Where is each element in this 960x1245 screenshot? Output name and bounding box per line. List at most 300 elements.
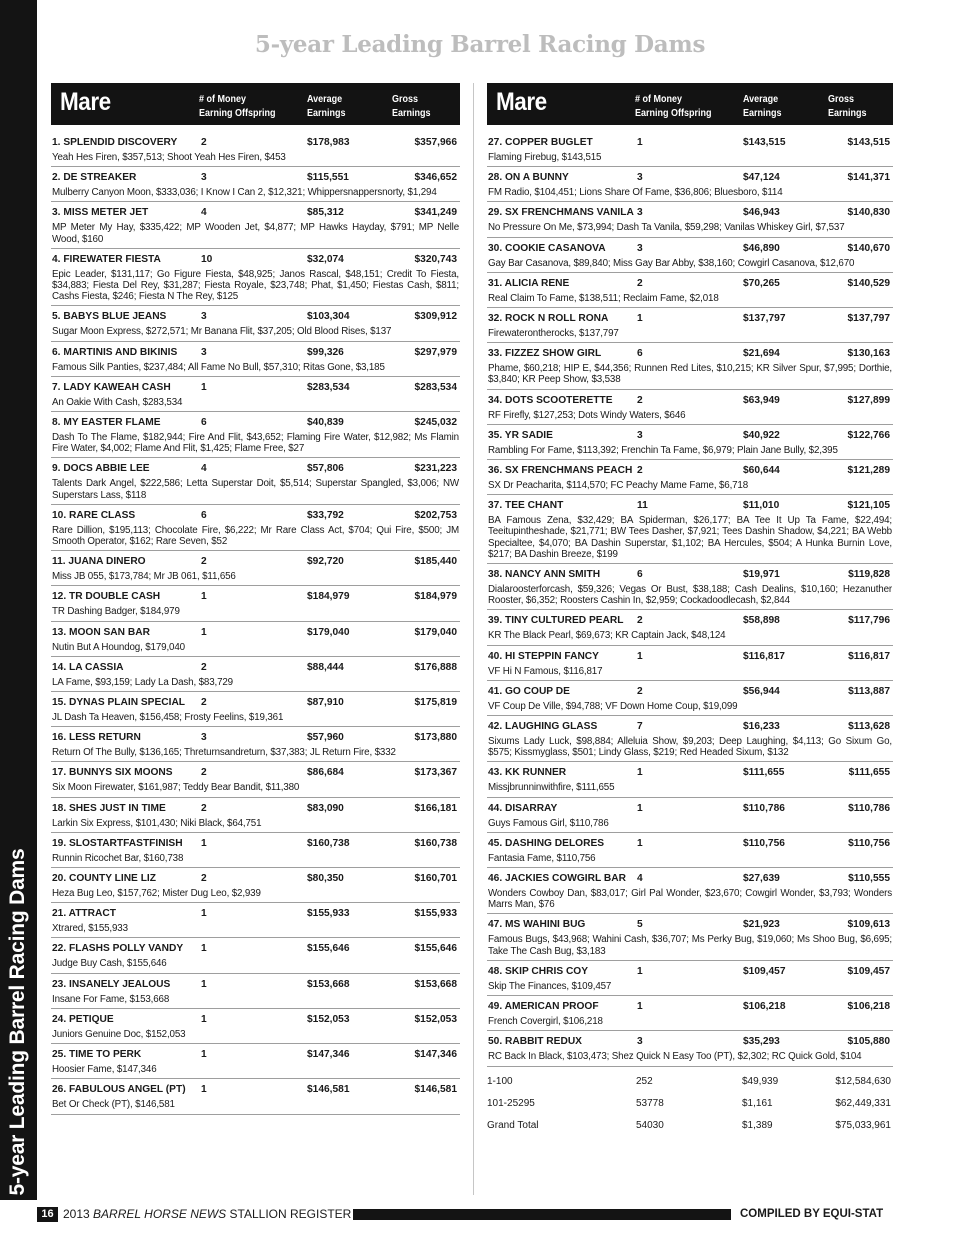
dam-name: 33. FIZZEZ SHOW GIRL xyxy=(488,348,602,360)
offspring-list: Talents Dark Angel, $222,586; Letta Superstar Doit, $5,514; Superstar Spangled, $3,006; NW Superstars Lass, $118 xyxy=(52,478,459,501)
dam-name: 15. DYNAS PLAIN SPECIAL xyxy=(52,697,186,709)
dam-entry xyxy=(487,966,893,996)
dam-row xyxy=(488,465,892,479)
dam-row xyxy=(488,278,892,292)
offspring-list: Heza Bug Leo, $157,762; Mister Dug Leo, $2,939 xyxy=(52,888,261,900)
offspring-count: 3 xyxy=(201,732,207,744)
average-earnings: $155,646 xyxy=(307,943,350,955)
gross-earnings: $116,817 xyxy=(848,650,890,662)
offspring-count: 6 xyxy=(637,348,643,360)
dam-entry xyxy=(487,651,893,681)
dam-name: 11. JUANA DINERO xyxy=(52,556,146,568)
dam-name: 45. DASHING DELORES xyxy=(488,837,605,849)
gross-earnings: $121,289 xyxy=(847,465,890,477)
offspring-list: VF Coup De Ville, $94,788; VF Down Home Coup, $19,099 xyxy=(488,700,738,712)
offspring-list: Wonders Cowboy Dan, $83,017; Girl Pal Wonder, $23,670; Cowgirl Wonder, $3,793; Wonders Marrs Man, $76 xyxy=(488,888,892,911)
summary-gross: $62,449,331 xyxy=(835,1097,891,1109)
dam-row xyxy=(488,172,892,186)
average-earnings: $109,457 xyxy=(743,965,786,977)
summary-table xyxy=(487,1072,893,1138)
gross-earnings: $320,743 xyxy=(414,253,457,265)
offspring-count: 1 xyxy=(201,908,207,920)
gross-earnings: $140,670 xyxy=(847,242,890,254)
dam-row xyxy=(52,347,459,361)
dam-name: 13. MOON SAN BAR xyxy=(52,626,150,638)
offspring-list: Sugar Moon Express, $272,571; Mr Banana Flit, $37,205; Old Blood Rises, $137 xyxy=(52,326,392,338)
dam-entry xyxy=(487,803,893,833)
offspring-list: Flaming Firebug, $143,515 xyxy=(488,152,602,163)
dam-name: 21. ATTRACT xyxy=(52,908,116,920)
dam-name: 10. RARE CLASS xyxy=(52,509,136,521)
dam-name: 5. BABYS BLUE JEANS xyxy=(52,311,167,323)
gross-earnings: $122,766 xyxy=(847,429,890,441)
average-earnings: $16,233 xyxy=(743,721,780,733)
offspring-count: 1 xyxy=(201,1049,207,1061)
offspring-count: 6 xyxy=(201,509,207,521)
dam-name: 12. TR DOUBLE CASH xyxy=(52,591,161,603)
offspring-count: 3 xyxy=(637,172,643,184)
gross-earnings: $309,912 xyxy=(414,311,457,323)
offspring-count: 1 xyxy=(201,943,207,955)
dam-row xyxy=(488,207,892,221)
dam-name: 22. FLASHS POLLY VANDY xyxy=(52,943,184,955)
offspring-count: 7 xyxy=(637,721,643,733)
offspring-count: 1 xyxy=(637,965,643,977)
summary-average: $49,939 xyxy=(742,1075,779,1087)
gross-earnings: $140,529 xyxy=(847,277,890,289)
dam-row xyxy=(52,591,459,605)
dam-row xyxy=(52,1084,459,1098)
dam-entry xyxy=(51,979,460,1009)
header-gross: Gross Earnings xyxy=(392,94,431,119)
offspring-list: Phame, $60,218; HIP E, $44,356; Runnen Red Lites, $10,215; KR Silver Spur, $7,995; Dorthie, $3,840; KR Peep Show, $3,538 xyxy=(488,363,892,386)
dam-row xyxy=(488,767,892,781)
offspring-count: 1 xyxy=(201,626,207,638)
header-offspring: # of Money Earning Offspring xyxy=(199,94,276,119)
dam-name: 46. JACKIES COWGIRL BAR xyxy=(488,873,626,885)
dam-entry xyxy=(51,207,460,248)
dam-entry xyxy=(51,803,460,833)
offspring-count: 4 xyxy=(201,207,207,219)
dam-name: 39. TINY CULTURED PEARL xyxy=(488,615,624,627)
dam-entry xyxy=(487,137,893,167)
offspring-list: Dash To The Flame, $182,944; Fire And Flit, $43,652; Flaming Fire Water, $12,982; Ms Flamin Fire Water, $4,002; Flame And Flit, $1,425; Flame Free, $27 xyxy=(52,432,459,455)
dam-row xyxy=(52,627,459,641)
dam-entry xyxy=(51,137,460,167)
offspring-count: 4 xyxy=(637,873,643,885)
dam-entry xyxy=(487,278,893,308)
footer xyxy=(0,1202,960,1228)
offspring-list: Insane For Fame, $153,668 xyxy=(52,993,170,1005)
offspring-count: 1 xyxy=(637,1001,643,1013)
offspring-count: 2 xyxy=(637,277,643,289)
offspring-list: KR The Black Pearl, $69,673; KR Captain Jack, $48,124 xyxy=(488,630,726,642)
dam-name: 32. ROCK N ROLL RONA xyxy=(488,313,609,325)
offspring-list: No Pressure On Me, $73,994; Dash Ta Vanila, $59,298; Vanilas Whiskey Girl, $7,537 xyxy=(488,222,845,234)
dam-name: 29. SX FRENCHMANS VANILA xyxy=(488,207,634,219)
average-earnings: $99,326 xyxy=(307,346,344,358)
offspring-count: 3 xyxy=(637,207,643,219)
dam-entry xyxy=(487,919,893,960)
dam-entry xyxy=(487,430,893,460)
gross-earnings: $173,367 xyxy=(414,767,457,779)
gross-earnings: $147,346 xyxy=(414,1049,457,1061)
dam-name: 8. MY EASTER FLAME xyxy=(52,417,161,429)
offspring-count: 3 xyxy=(201,311,207,323)
offspring-count: 1 xyxy=(637,313,643,325)
left-column xyxy=(51,83,460,1120)
dam-name: 44. DISARRAY xyxy=(488,802,558,814)
average-earnings: $155,933 xyxy=(307,908,350,920)
offspring-list: Epic Leader, $131,117; Go Figure Fiesta, $48,925; Janos Rascal, $48,151; Credit To Fiesta, $34,883; Fiesta Del Rey, $31,287; Fiesta Royale, $23,748; Phat, $1,450; Fiestas Cash, $811; Cashs Fiesta, $246; Fiesta N The Rey, $125 xyxy=(52,268,459,303)
publication-section: STALLION REGISTER xyxy=(229,1207,352,1221)
offspring-list: Xtrared, $155,933 xyxy=(52,923,128,935)
summary-gross: $12,584,630 xyxy=(835,1075,891,1087)
dam-row xyxy=(488,500,892,514)
offspring-list: Real Claim To Fame, $138,511; Reclaim Fame, $2,018 xyxy=(488,292,719,304)
gross-earnings: $245,032 xyxy=(414,417,457,429)
average-earnings: $184,979 xyxy=(307,591,350,603)
dam-name: 26. FABULOUS ANGEL (PT) xyxy=(52,1084,186,1096)
offspring-count: 6 xyxy=(201,417,207,429)
gross-earnings: $113,628 xyxy=(848,721,890,733)
average-earnings: $86,684 xyxy=(307,767,344,779)
publication-line xyxy=(63,1207,351,1222)
offspring-count: 1 xyxy=(201,978,207,990)
average-earnings: $21,923 xyxy=(743,919,780,931)
dam-entry xyxy=(51,943,460,973)
dam-entry xyxy=(487,348,893,389)
dam-entry xyxy=(51,311,460,341)
dam-name: 16. LESS RETURN xyxy=(52,732,141,744)
dam-entry xyxy=(487,465,893,495)
gross-earnings: $341,249 xyxy=(414,207,457,219)
gross-earnings: $160,701 xyxy=(414,873,457,885)
dam-row xyxy=(488,615,892,629)
dam-name: 1. SPLENDID DISCOVERY xyxy=(52,137,178,148)
dam-name: 49. AMERICAN PROOF xyxy=(488,1001,599,1013)
gross-earnings: $155,933 xyxy=(414,908,457,920)
dam-entry xyxy=(487,767,893,797)
average-earnings: $40,839 xyxy=(307,417,344,429)
average-earnings: $57,960 xyxy=(307,732,344,744)
dam-row xyxy=(52,1049,459,1063)
dam-entry xyxy=(487,207,893,237)
summary-average: $1,389 xyxy=(742,1119,773,1131)
right-column xyxy=(487,83,893,1138)
dam-entry xyxy=(51,908,460,938)
gross-earnings: $106,218 xyxy=(847,1001,890,1013)
dam-row xyxy=(488,838,892,852)
dam-name: 17. BUNNYS SIX MOONS xyxy=(52,767,173,779)
offspring-list: MP Meter My Hay, $335,422; MP Wooden Jet, $4,877; MP Hawks Hayday, $791; MP Nelle Wood, $160 xyxy=(52,222,459,245)
average-earnings: $19,971 xyxy=(743,569,780,581)
summary-count: 53778 xyxy=(636,1097,664,1109)
offspring-list: RF Firefly, $127,253; Dots Windy Waters, $646 xyxy=(488,409,686,421)
dam-entry xyxy=(51,662,460,692)
gross-earnings: $140,830 xyxy=(847,207,890,219)
gross-earnings: $119,828 xyxy=(848,569,890,581)
dam-entry xyxy=(487,172,893,202)
average-earnings: $152,053 xyxy=(307,1013,350,1025)
dam-name: 35. YR SADIE xyxy=(488,429,553,441)
dam-entry xyxy=(51,254,460,307)
side-banner xyxy=(0,0,37,1200)
average-earnings: $160,738 xyxy=(307,837,350,849)
offspring-list: Hoosier Fame, $147,346 xyxy=(52,1064,157,1076)
dam-row xyxy=(488,803,892,817)
average-earnings: $106,218 xyxy=(743,1001,786,1013)
gross-earnings: $105,880 xyxy=(847,1036,890,1048)
average-earnings: $32,074 xyxy=(307,253,344,265)
dam-row xyxy=(52,767,459,781)
dam-name: 48. SKIP CHRIS COY xyxy=(488,965,589,977)
table-header xyxy=(51,83,460,125)
offspring-list: BA Famous Zena, $32,429; BA Spiderman, $26,177; BA Tee It Up Ta Fame, $22,494; Teeitupintheshade, $21,771; BW Tees Dasher, $7,921; Tees Dashin Shadow, $4,221; BA Webb Specialtee, $4,070; BA Dashin Superstar, $1,102; BA Hercules, $504; A Hunka Burnin Love, $217; BA Dashin Breeze, $199 xyxy=(488,515,892,560)
dam-row xyxy=(52,873,459,887)
dam-entry xyxy=(51,463,460,504)
offspring-list: VF Hi N Famous, $116,817 xyxy=(488,665,603,677)
offspring-list: Famous Silk Panties, $237,484; All Fame No Bull, $57,310; Ritas Gone, $3,185 xyxy=(52,361,385,373)
gross-earnings: $166,181 xyxy=(414,802,457,814)
average-earnings: $153,668 xyxy=(307,978,350,990)
dam-name: 7. LADY KAWEAH CASH xyxy=(52,381,171,393)
offspring-list: An Oakie With Cash, $283,534 xyxy=(52,396,183,408)
dam-entry xyxy=(51,556,460,586)
offspring-list: Six Moon Firewater, $161,987; Teddy Bear Bandit, $11,380 xyxy=(52,782,300,794)
side-title: 5-year Leading Barrel Racing Dams xyxy=(6,848,29,1196)
average-earnings: $33,792 xyxy=(307,509,344,521)
dam-entry xyxy=(487,615,893,645)
offspring-list: JL Dash Ta Heaven, $156,458; Frosty Feelins, $19,361 xyxy=(52,712,284,724)
gross-earnings: $117,796 xyxy=(848,615,890,627)
offspring-count: 2 xyxy=(637,465,643,477)
offspring-list: Gay Bar Casanova, $89,840; Miss Gay Bar Abby, $38,160; Cowgirl Casanova, $12,670 xyxy=(488,257,855,269)
dam-name: 34. DOTS SCOOTERETTE xyxy=(488,394,613,406)
dam-name: 38. NANCY ANN SMITH xyxy=(488,569,601,581)
offspring-list: RC Back In Black, $103,473; Shez Quick N Easy Too (PT), $2,302; RC Quick Gold, $104 xyxy=(488,1051,862,1063)
gross-earnings: $146,581 xyxy=(414,1084,457,1096)
dam-entry xyxy=(487,500,893,564)
dam-name: 4. FIREWATER FIESTA xyxy=(52,253,161,265)
offspring-count: 3 xyxy=(637,429,643,441)
gross-earnings: $185,440 xyxy=(414,556,457,568)
page-title: 5-year Leading Barrel Racing Dams xyxy=(254,31,706,58)
dam-row xyxy=(52,382,459,396)
dam-name: 25. TIME TO PERK xyxy=(52,1049,142,1061)
summary-gross: $75,033,961 xyxy=(835,1119,891,1131)
average-earnings: $40,922 xyxy=(743,429,780,441)
offspring-list: Sixums Lady Luck, $98,884; Alleluia Show, $9,203; Deep Laughing, $4,113; Go Sixum Go, $575; Kissmyglass, $501; Lindy Glass, $219; Red Headed Sixum, $132 xyxy=(488,736,892,759)
dam-entry xyxy=(487,1001,893,1031)
offspring-count: 1 xyxy=(201,1013,207,1025)
offspring-list: Fantasia Fame, $110,756 xyxy=(488,852,596,864)
summary-average: $1,161 xyxy=(742,1097,773,1109)
offspring-count: 10 xyxy=(201,253,213,265)
dam-name: 27. COPPER BUGLET xyxy=(488,137,593,148)
dam-entry xyxy=(51,382,460,412)
average-earnings: $87,910 xyxy=(307,697,344,709)
offspring-count: 1 xyxy=(637,650,643,662)
average-earnings: $80,350 xyxy=(307,873,344,885)
gross-earnings: $137,797 xyxy=(847,313,890,325)
offspring-count: 2 xyxy=(201,556,207,568)
offspring-list: Juniors Genuine Doc, $152,053 xyxy=(52,1028,186,1040)
dam-row xyxy=(488,569,892,583)
dam-name: 3. MISS METER JET xyxy=(52,207,149,219)
offspring-list: Yeah Hes Firen, $357,513; Shoot Yeah Hes Firen, $453 xyxy=(52,152,286,163)
dam-name: 23. INSANELY JEALOUS xyxy=(52,978,171,990)
publication-year: 2013 xyxy=(63,1207,90,1221)
average-earnings: $21,694 xyxy=(743,348,780,360)
table-header xyxy=(487,83,893,125)
dam-entry xyxy=(51,417,460,458)
dam-entry xyxy=(487,395,893,425)
header-offspring: # of Money Earning Offspring xyxy=(635,94,712,119)
offspring-count: 3 xyxy=(637,1036,643,1048)
dam-entry xyxy=(51,697,460,727)
offspring-list: Judge Buy Cash, $155,646 xyxy=(52,958,167,970)
publication-name: BARREL HORSE NEWS xyxy=(93,1207,227,1221)
average-earnings: $83,090 xyxy=(307,802,344,814)
dam-name: 14. LA CASSIA xyxy=(52,661,124,673)
offspring-count: 6 xyxy=(637,569,643,581)
average-earnings: $110,786 xyxy=(743,802,785,814)
average-earnings: $47,124 xyxy=(743,172,780,184)
average-earnings: $92,720 xyxy=(307,556,344,568)
offspring-list: Firewaterontherocks, $137,797 xyxy=(488,328,619,340)
offspring-list: Famous Bugs, $43,968; Wahini Cash, $36,707; Ms Perky Bug, $19,060; Ms Shoo Bug, $6,695; Take The Cash Bug, $3,183 xyxy=(488,934,892,957)
dam-name: 24. PETIQUE xyxy=(52,1013,114,1025)
gross-earnings: $121,105 xyxy=(847,500,890,512)
gross-earnings: $357,966 xyxy=(414,137,457,148)
entries-right xyxy=(487,137,893,1067)
dam-name: 6. MARTINIS AND BIKINIS xyxy=(52,346,178,358)
dam-entry xyxy=(487,569,893,610)
gross-earnings: $111,655 xyxy=(848,767,890,779)
dam-row xyxy=(52,254,459,268)
dam-name: 42. LAUGHING GLASS xyxy=(488,721,598,733)
gross-earnings: $184,979 xyxy=(414,591,457,603)
dam-name: 2. DE STREAKER xyxy=(52,172,137,184)
gross-earnings: $231,223 xyxy=(414,463,457,475)
offspring-count: 1 xyxy=(637,802,643,814)
dam-name: 28. ON A BUNNY xyxy=(488,172,569,184)
dam-entry xyxy=(487,686,893,716)
dam-row xyxy=(52,172,459,186)
dam-row xyxy=(52,697,459,711)
offspring-list: Missjbrunninwithfire, $111,655 xyxy=(488,782,615,794)
average-earnings: $88,444 xyxy=(307,661,344,673)
offspring-list: Bet Or Check (PT), $146,581 xyxy=(52,1099,175,1111)
gross-earnings: $110,555 xyxy=(848,873,890,885)
gross-earnings: $109,613 xyxy=(847,919,890,931)
dam-name: 41. GO COUP DE xyxy=(488,685,570,697)
gross-earnings: $179,040 xyxy=(414,626,457,638)
dam-entry xyxy=(51,838,460,868)
average-earnings: $116,817 xyxy=(743,650,785,662)
offspring-count: 4 xyxy=(201,463,207,475)
gross-earnings: $283,534 xyxy=(414,381,457,393)
dam-name: 37. TEE CHANT xyxy=(488,500,564,512)
gross-earnings: $143,515 xyxy=(847,137,890,148)
offspring-list: Larkin Six Express, $101,430; Niki Black, $64,751 xyxy=(52,817,262,829)
column-divider xyxy=(473,83,474,1195)
offspring-count: 1 xyxy=(201,381,207,393)
offspring-list: Rambling For Fame, $113,392; Frenchin Ta Fame, $6,979; Plain Jane Bully, $2,395 xyxy=(488,444,838,456)
header-mare: Mare xyxy=(60,88,111,116)
offspring-list: Rare Dillion, $195,113; Chocolate Fire, $6,222; Mr Rare Class Act, $704; Qui Fire, $500; JM Smooth Operator, $162; Rare Seven, $52 xyxy=(52,524,459,548)
offspring-count: 3 xyxy=(201,172,207,184)
offspring-count: 2 xyxy=(637,394,643,406)
summary-count: 54030 xyxy=(636,1119,664,1131)
average-earnings: $283,534 xyxy=(307,381,350,393)
offspring-count: 2 xyxy=(637,685,643,697)
offspring-count: 2 xyxy=(201,137,207,148)
dam-row xyxy=(488,395,892,409)
footer-bar xyxy=(353,1209,731,1220)
gross-earnings: $346,652 xyxy=(414,172,457,184)
average-earnings: $115,551 xyxy=(307,172,349,184)
offspring-count: 1 xyxy=(201,1084,207,1096)
average-earnings: $137,797 xyxy=(743,313,786,325)
offspring-list: LA Fame, $93,159; Lady La Dash, $83,729 xyxy=(52,676,233,688)
dam-entry xyxy=(487,838,893,868)
dam-row xyxy=(488,1036,892,1050)
dam-row xyxy=(488,651,892,665)
dam-row xyxy=(488,137,892,151)
average-earnings: $143,515 xyxy=(743,137,786,148)
offspring-list: FM Radio, $104,451; Lions Share Of Fame, $36,806; Bluesboro, $114 xyxy=(488,187,783,199)
average-earnings: $46,890 xyxy=(743,242,780,254)
dam-row xyxy=(488,243,892,257)
gross-earnings: $297,979 xyxy=(414,346,457,358)
offspring-count: 2 xyxy=(201,802,207,814)
dam-row xyxy=(488,348,892,362)
offspring-list: Nutin But A Houndog, $179,040 xyxy=(52,641,185,653)
gross-earnings: $176,888 xyxy=(414,661,457,673)
dam-row xyxy=(488,966,892,980)
average-earnings: $27,639 xyxy=(743,873,780,885)
offspring-list: TR Dashing Badger, $184,979 xyxy=(52,606,180,618)
dam-entry xyxy=(51,1084,460,1114)
offspring-count: 1 xyxy=(201,591,207,603)
average-earnings: $85,312 xyxy=(307,207,344,219)
offspring-count: 2 xyxy=(201,873,207,885)
gross-earnings: $141,371 xyxy=(847,172,890,184)
offspring-count: 2 xyxy=(201,697,207,709)
dam-entry xyxy=(51,510,460,551)
offspring-count: 11 xyxy=(637,500,648,512)
offspring-list: French Covergirl, $106,218 xyxy=(488,1016,603,1028)
dam-row xyxy=(52,311,459,325)
average-earnings: $46,943 xyxy=(743,207,780,219)
gross-earnings: $113,887 xyxy=(848,685,890,697)
summary-row xyxy=(487,1072,893,1094)
average-earnings: $111,655 xyxy=(743,767,785,779)
offspring-count: 2 xyxy=(201,661,207,673)
dam-name: 43. KK RUNNER xyxy=(488,767,567,779)
dam-entry xyxy=(51,1014,460,1044)
average-earnings: $178,983 xyxy=(307,137,350,148)
dam-entry xyxy=(51,767,460,797)
dam-row xyxy=(488,721,892,735)
dam-row xyxy=(52,137,459,151)
gross-earnings: $110,756 xyxy=(848,837,890,849)
dam-entry xyxy=(487,1036,893,1066)
dam-row xyxy=(488,919,892,933)
offspring-list: SX Dr Peacharita, $114,570; FC Peachy Mame Fame, $6,718 xyxy=(488,480,749,492)
